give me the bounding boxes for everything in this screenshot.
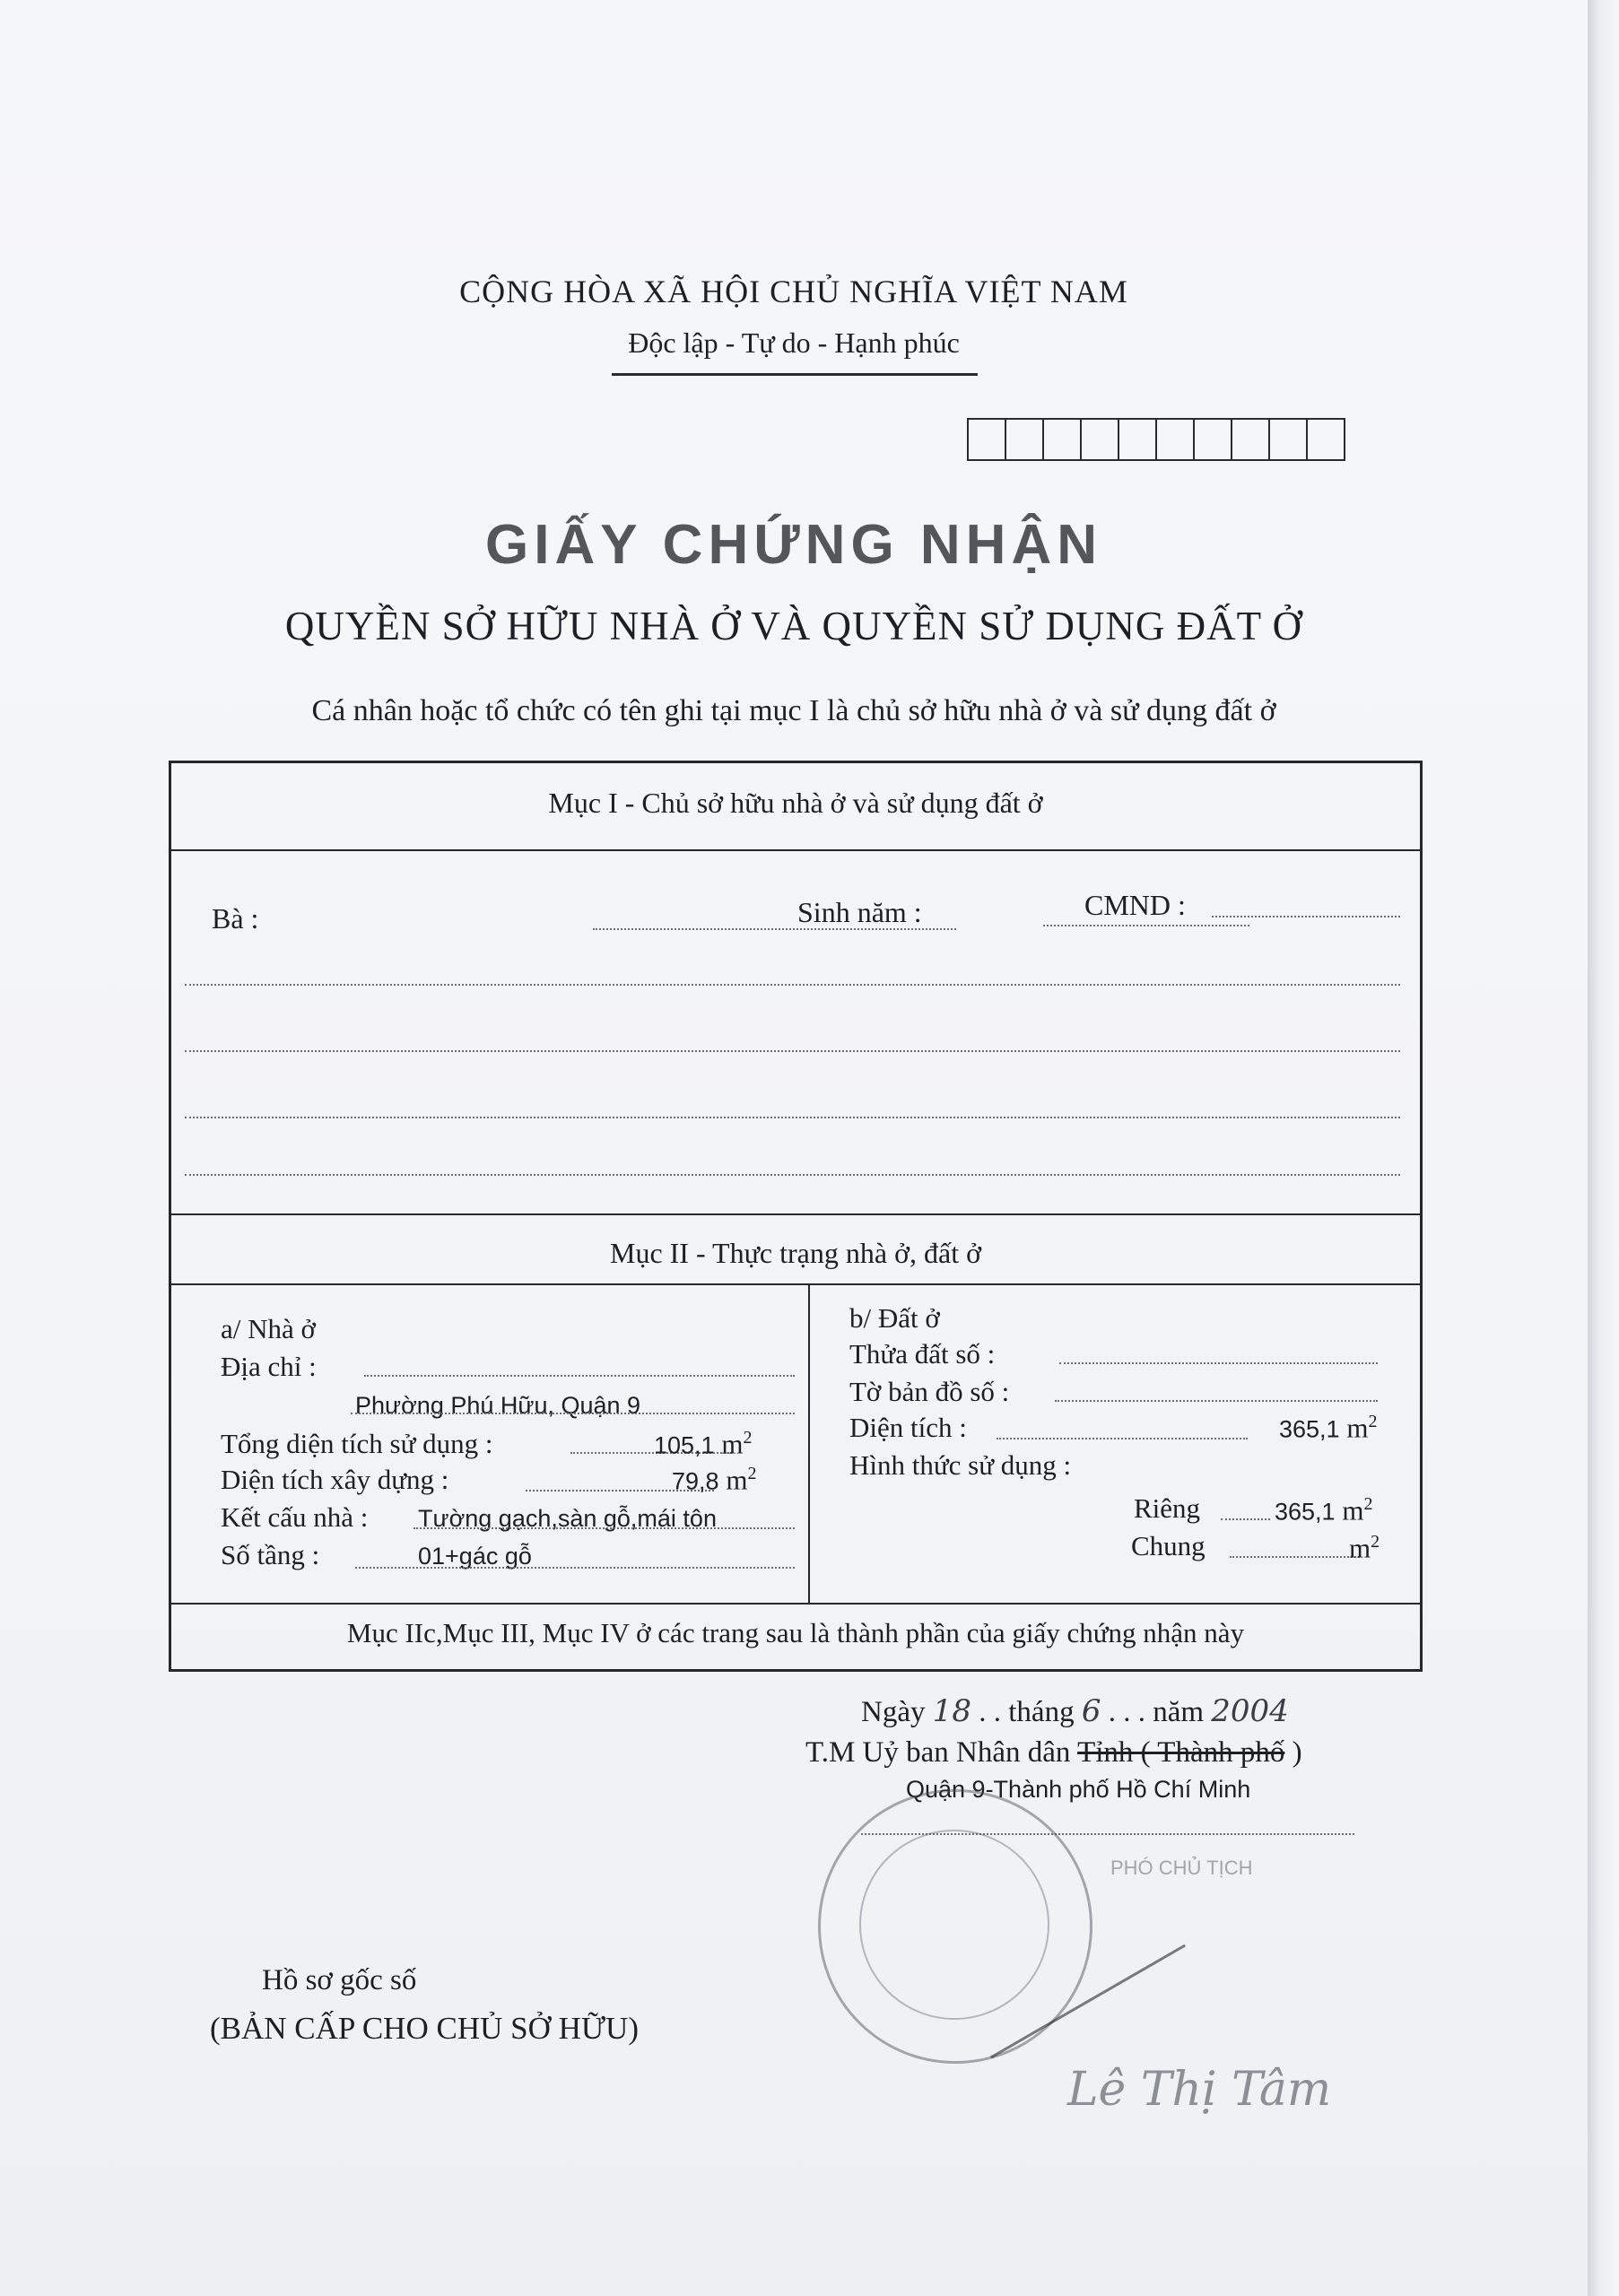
house-address-value: Phường Phú Hữu, Quận 9 <box>355 1392 641 1419</box>
land-area-label: Diện tích : <box>849 1412 967 1443</box>
floors-label: Số tầng : <box>221 1539 320 1570</box>
issuing-district: Quận 9-Thành phố Hồ Chí Minh <box>906 1776 1251 1803</box>
land-area-value: 365,1 <box>1279 1415 1340 1443</box>
map-sheet-label: Tờ bản đồ số : <box>849 1376 1010 1407</box>
floors-value: 01+gác gỗ <box>418 1543 532 1570</box>
issue-date: Ngày 18 . . tháng 6 . . . năm 2004 <box>861 1693 1289 1729</box>
official-seal-inner-ring <box>859 1830 1049 2020</box>
built-area-value-group: 79,8 $m^2$ <box>672 1464 757 1496</box>
shared-use-unit: $m^2$ <box>1349 1532 1380 1564</box>
signer-name: Lê Thị Tâm <box>1067 2063 1332 2117</box>
issuing-authority: T.M Uỷ ban Nhân dân Tỉnh ( Thành phố ) <box>805 1736 1302 1769</box>
birth-year-label: Sinh năm : <box>797 896 922 928</box>
structure-value: Tường gạch,sàn gỗ,mái tôn <box>418 1505 717 1532</box>
motto-underline <box>612 373 978 376</box>
parcel-label: Thửa đất số : <box>849 1338 996 1370</box>
certificate-title: GIẤY CHỨNG NHẬN <box>485 514 1102 576</box>
house-heading: a/ Nhà ở <box>221 1313 316 1344</box>
structure-label: Kết cấu nhà : <box>221 1501 369 1533</box>
total-area-label: Tổng diện tích sử dụng : <box>221 1428 493 1459</box>
house-address-label: Địa chỉ : <box>221 1351 317 1382</box>
owner-label: Bà : <box>212 902 259 935</box>
private-use-label: Riêng <box>1134 1492 1201 1524</box>
original-file-label: Hồ sơ gốc số <box>262 1964 417 1996</box>
issue-month: 6 <box>1081 1693 1101 1729</box>
certificate-table <box>169 761 1423 1672</box>
shared-use-label: Chung <box>1131 1530 1206 1561</box>
land-area-value-group: 365,1 $m^2$ <box>1279 1412 1378 1444</box>
continuation-note: Mục IIc,Mục III, Mục IV ở các trang sau là thành phần của giấy chứng nhận này <box>346 1617 1245 1648</box>
republic-header: CỘNG HÒA XÃ HỘI CHỦ NGHĨA VIỆT NAM <box>459 274 1128 309</box>
serial-number-boxes <box>967 418 1345 461</box>
issue-day: 18 <box>932 1693 971 1729</box>
usage-form-label: Hình thức sử dụng : <box>849 1449 1072 1481</box>
stamp-title: PHÓ CHỦ TỊCH <box>1110 1857 1253 1879</box>
total-area-value-group: 105,1 $m^2$ <box>654 1428 753 1460</box>
land-heading: b/ Đất ở <box>849 1302 940 1334</box>
national-motto: Độc lập - Tự do - Hạnh phúc <box>628 326 960 359</box>
section2-title: Mục II - Thực trạng nhà ở, đất ở <box>609 1237 982 1269</box>
section1-title: Mục I - Chủ sở hữu nhà ở và sử dụng đất ở <box>548 787 1043 819</box>
id-number-label: CMND : <box>1084 889 1186 921</box>
issue-year: 2004 <box>1211 1693 1289 1729</box>
built-area-label: Diện tích xây dựng : <box>221 1464 449 1495</box>
owner-copy-label: (BẢN CẤP CHO CHỦ SỞ HỮU) <box>210 2011 639 2046</box>
page-edge <box>1588 0 1619 2296</box>
total-area-value: 105,1 <box>654 1431 715 1459</box>
private-use-value-group: 365,1 $m^2$ <box>1275 1494 1373 1526</box>
private-use-value: 365,1 <box>1275 1498 1336 1526</box>
certificate-intro: Cá nhân hoặc tổ chức có tên ghi tại mục I là chủ sở hữu nhà ở và sử dụng đất ở <box>311 694 1276 727</box>
certificate-subtitle: QUYỀN SỞ HỮU NHÀ Ở VÀ QUYỀN SỬ DỤNG ĐẤT Ở <box>284 604 1303 648</box>
built-area-value: 79,8 <box>672 1467 719 1495</box>
